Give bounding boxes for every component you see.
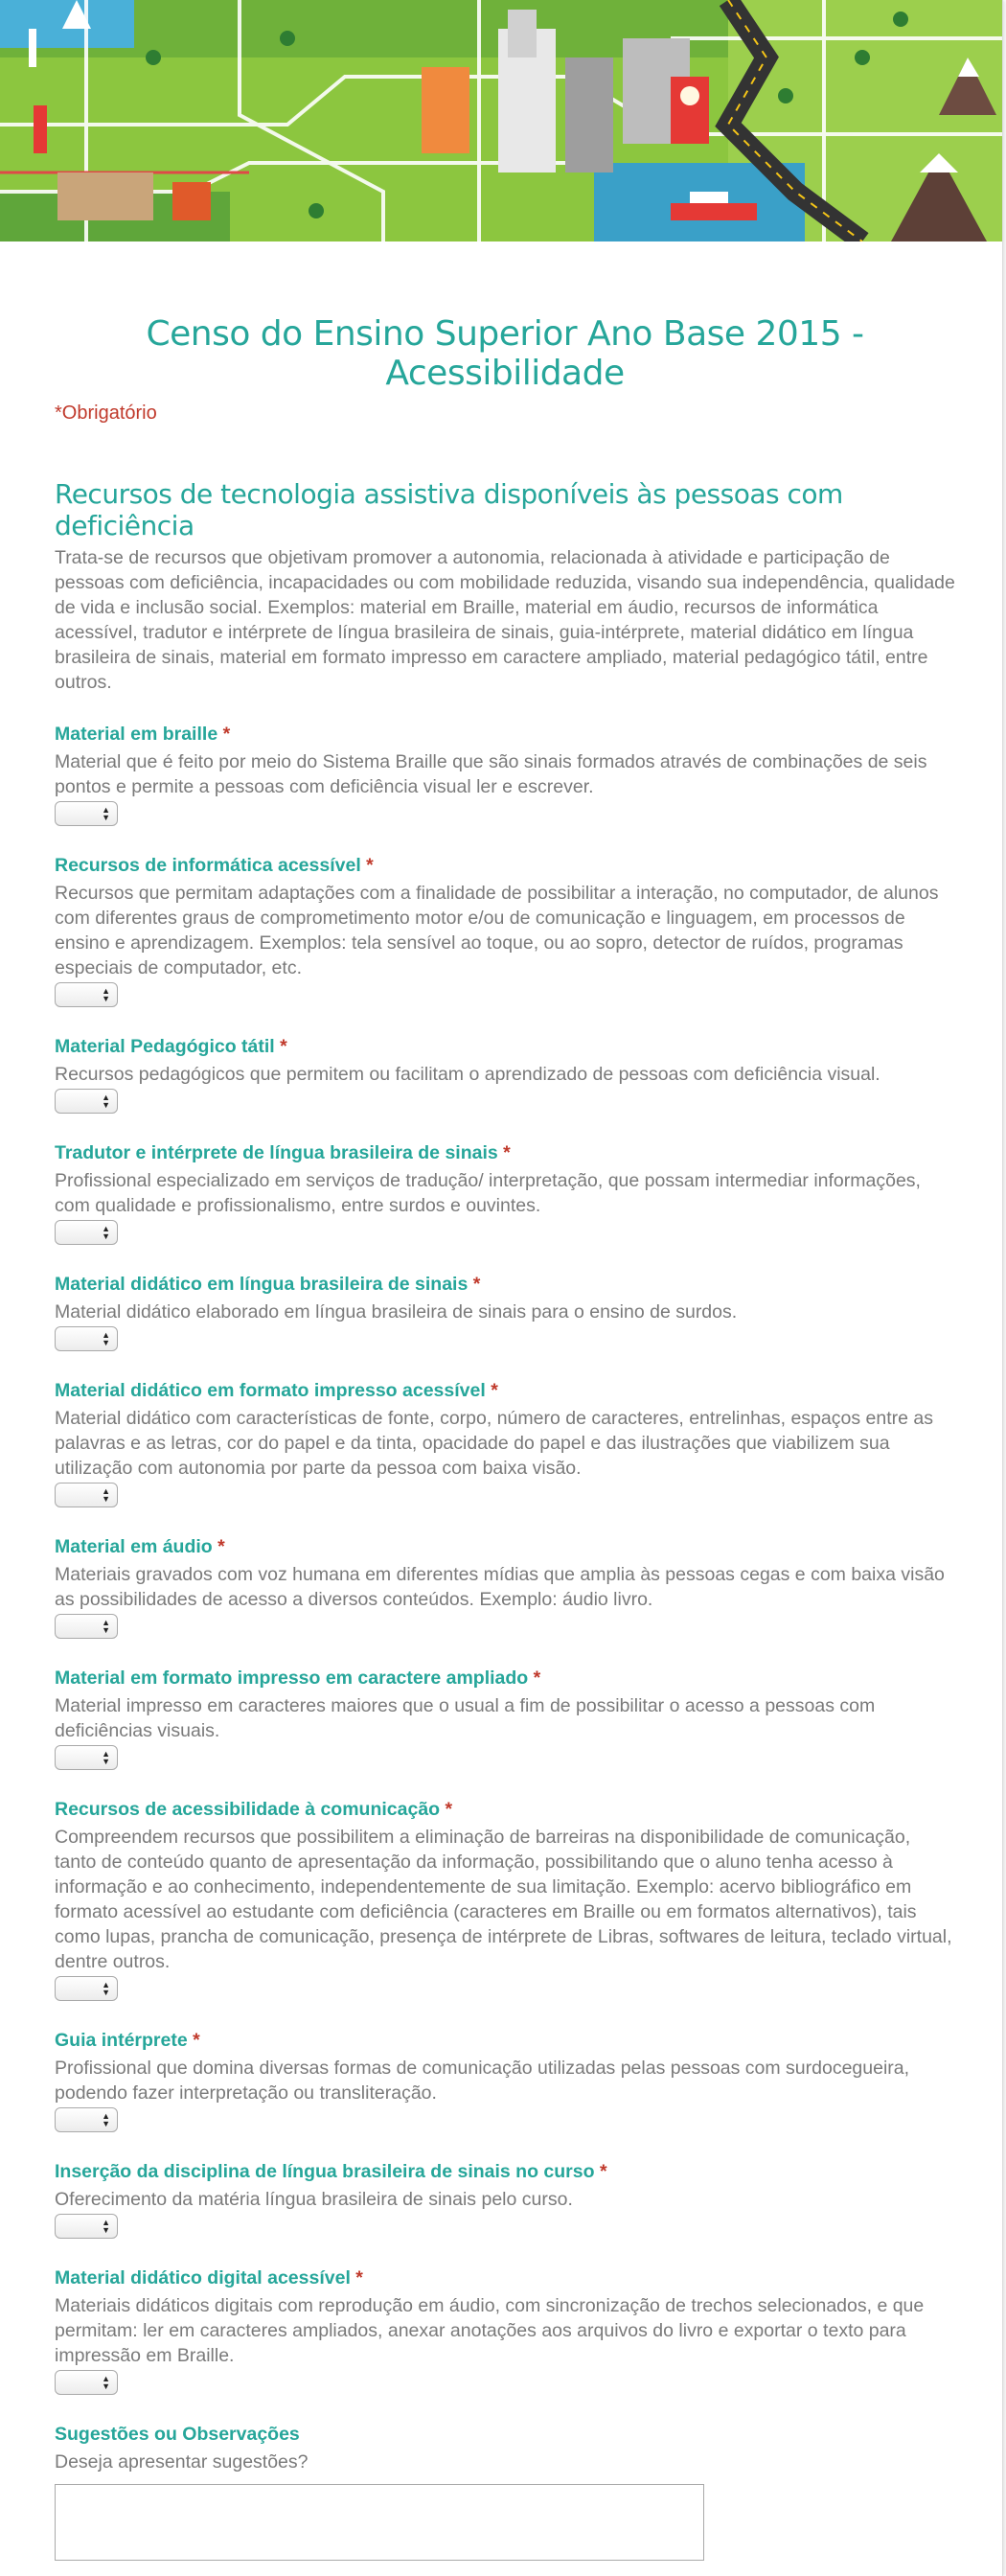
question-title-text: Material em áudio	[55, 1536, 213, 1557]
required-asterisk: *	[366, 855, 374, 876]
question-title-text: Material em braille	[55, 724, 218, 745]
question-item-11	[55, 2161, 955, 2239]
question-item-10	[55, 2030, 955, 2132]
question-title	[55, 1380, 955, 1402]
up-down-arrows-icon: ▲ ▼	[102, 1330, 110, 1347]
suggestions-textarea[interactable]	[55, 2484, 704, 2561]
question-title	[55, 1536, 955, 1558]
required-asterisk: *	[217, 1536, 225, 1557]
question-help: Recursos pedagógicos que permitem ou facilitam o aprendizado de pessoas com deficiência visual.	[55, 1064, 880, 1085]
question-help: Material didático com características de fonte, corpo, número de caracteres, entrelinhas, espaços entre as palavras e as letras, cor do papel e da tinta, opacidade do papel e das ilustrações que viabilizem sua utilização com autonomia por parte da pessoa com baixa visão.	[55, 1408, 933, 1479]
answer-select[interactable]	[55, 1614, 118, 1639]
question-title-text: Material didático em formato impresso acessível	[55, 1380, 486, 1401]
question-title	[55, 1799, 955, 1821]
question-title	[55, 724, 955, 746]
question-help: Deseja apresentar sugestões?	[55, 2451, 309, 2472]
required-asterisk: *	[280, 1036, 287, 1057]
answer-select[interactable]	[55, 1745, 118, 1770]
answer-select[interactable]	[55, 1089, 118, 1114]
question-item-7	[55, 1536, 955, 1639]
question-item-6	[55, 1380, 955, 1507]
up-down-arrows-icon: ▲ ▼	[102, 1224, 110, 1241]
up-down-arrows-icon: ▲ ▼	[102, 1749, 110, 1766]
section-description: Trata-se de recursos que objetivam promover a autonomia, relacionada à atividade e participação de pessoas com deficiência, incapacidades ou com mobilidade reduzida, visando sua independência, qualidade de vida e inclusão social. Exemplos: material em Braille, material em áudio, recursos de informática acessível, tradutor e intérprete de língua brasileira de sinais, guia-intérprete, material didático em língua brasileira de sinais, material em formato impresso em caractere ampliado, material pedagógico tátil, entre outros.	[55, 547, 955, 693]
question-help: Recursos que permitam adaptações com a finalidade de possibilitar a interação, no computador, de alunos com diferentes graus de comprometimento motor e/ou de comunicação e linguagem, em processos de ensino e aprendizagem. Exemplos: tela sensível ao toque, ou ao sopro, detector de ruídos, programas especiais de computador, etc.	[55, 883, 939, 978]
question-title	[55, 1668, 955, 1690]
answer-select[interactable]	[55, 2370, 118, 2395]
question-item-5	[55, 1274, 955, 1351]
question-title	[55, 2161, 955, 2183]
required-asterisk: *	[503, 1142, 511, 1163]
required-asterisk: *	[491, 1380, 498, 1401]
answer-select[interactable]	[55, 1220, 118, 1245]
question-help: Material didático elaborado em língua brasileira de sinais para o ensino de surdos.	[55, 1301, 738, 1322]
up-down-arrows-icon: ▲ ▼	[102, 2111, 110, 2128]
question-title-text: Tradutor e intérprete de língua brasileira de sinais	[55, 1142, 498, 1163]
section-title: Recursos de tecnologia assistiva disponíveis às pessoas com deficiência	[55, 478, 843, 541]
question-title-text: Material didático em língua brasileira de sinais	[55, 1274, 469, 1295]
answer-select[interactable]	[55, 982, 118, 1007]
required-asterisk: *	[222, 724, 231, 745]
question-list	[55, 724, 955, 2395]
up-down-arrows-icon: ▲ ▼	[102, 1618, 110, 1635]
question-item-4	[55, 1142, 955, 1245]
up-down-arrows-icon: ▲ ▼	[102, 986, 110, 1003]
up-down-arrows-icon: ▲ ▼	[102, 1486, 110, 1504]
question-title	[55, 1274, 955, 1296]
question-title-text: Recursos de informática acessível	[55, 855, 361, 876]
up-down-arrows-icon: ▲ ▼	[102, 2374, 110, 2391]
question-help: Material que é feito por meio do Sistema Braille que são sinais formados através de combinações de seis pontos e permite a pessoas com deficiência visual ler e escrever.	[55, 751, 927, 797]
question-title	[55, 1142, 955, 1164]
question-help: Compreendem recursos que possibilitem a eliminação de barreiras na disponibilidade de comunicação, tanto de conteúdo quanto de apresentação da informação, possibilitando que o aluno tenha acesso à informação e ao conhecimento, independentemente de sua limitação. Exemplo: acervo bibliográfico em formato acessível ao estudante com deficiência (caracteres em Braille ou em formatos alternativos), tais como lupas, prancha de comunicação, presença de intérprete de Libras, softwares de leitura, teclado virtual, dentre outros.	[55, 1827, 952, 1972]
question-title-text: Recursos de acessibilidade à comunicação	[55, 1799, 441, 1820]
answer-select[interactable]	[55, 1976, 118, 2001]
form-content	[55, 242, 955, 2561]
question-help: Materiais didáticos digitais com reprodução em áudio, com sincronização de trechos selecionados, e que permitam: ler em caracteres ampliados, anexar anotações aos arquivos do livro e exportar o texto para impressão em Braille.	[55, 2295, 925, 2366]
question-item-12	[55, 2267, 955, 2395]
answer-select[interactable]	[55, 1483, 118, 1507]
question-title	[55, 855, 955, 877]
up-down-arrows-icon: ▲ ▼	[102, 1092, 110, 1110]
question-title	[55, 1036, 955, 1058]
city-map-illustration	[0, 0, 1002, 242]
header-banner-illustration	[0, 0, 1002, 242]
question-item-8	[55, 1668, 955, 1770]
required-asterisk: *	[533, 1668, 541, 1689]
question-item-2	[55, 855, 955, 1007]
required-asterisk: *	[355, 2267, 363, 2288]
up-down-arrows-icon: ▲ ▼	[102, 805, 110, 822]
answer-select[interactable]	[55, 1326, 118, 1351]
form-title: Censo do Ensino Superior Ano Base 2015 - Acessibilidade	[146, 314, 864, 393]
question-help: Oferecimento da matéria língua brasileira de sinais pelo curso.	[55, 2189, 573, 2210]
question-item-1	[55, 724, 955, 826]
up-down-arrows-icon: ▲ ▼	[102, 1980, 110, 1997]
question-title	[55, 2267, 955, 2289]
question-title-text: Material didático digital acessível	[55, 2267, 351, 2288]
question-title-text: Material Pedagógico tátil	[55, 1036, 275, 1057]
question-help: Profissional especializado em serviços de tradução/ interpretação, que possam intermediar informações, com qualidade e profissionalismo, entre surdos e ouvintes.	[55, 1170, 921, 1216]
required-asterisk: *	[445, 1799, 453, 1820]
answer-select[interactable]	[55, 801, 118, 826]
question-title-text: Material em formato impresso em caractere ampliado	[55, 1668, 529, 1689]
question-help: Material impresso em caracteres maiores que o usual a fim de possibilitar o acesso a pessoas com deficiências visuais.	[55, 1695, 876, 1741]
required-asterisk: *	[193, 2030, 200, 2051]
question-item-9	[55, 1799, 955, 2001]
required-asterisk: *	[599, 2161, 607, 2182]
question-title: Sugestões ou Observações	[55, 2424, 300, 2445]
question-title-text: Guia intérprete	[55, 2030, 188, 2051]
question-help: Profissional que domina diversas formas de comunicação utilizadas pelas pessoas com surdocegueira, podendo fazer interpretação ou transliteração.	[55, 2058, 910, 2104]
required-note: *Obrigatório	[55, 402, 157, 424]
required-asterisk: *	[472, 1274, 481, 1295]
up-down-arrows-icon: ▲ ▼	[102, 2218, 110, 2235]
question-item-3	[55, 1036, 955, 1114]
question-help: Materiais gravados com voz humana em diferentes mídias que amplia às pessoas cegas e com baixa visão as possibilidades de acesso a diversos conteúdos. Exemplo: áudio livro.	[55, 1564, 945, 1610]
question-title-text: Inserção da disciplina de língua brasileira de sinais no curso	[55, 2161, 595, 2182]
question-title	[55, 2030, 955, 2052]
question-suggestions	[55, 2424, 955, 2561]
answer-select[interactable]	[55, 2214, 118, 2239]
answer-select[interactable]	[55, 2107, 118, 2132]
